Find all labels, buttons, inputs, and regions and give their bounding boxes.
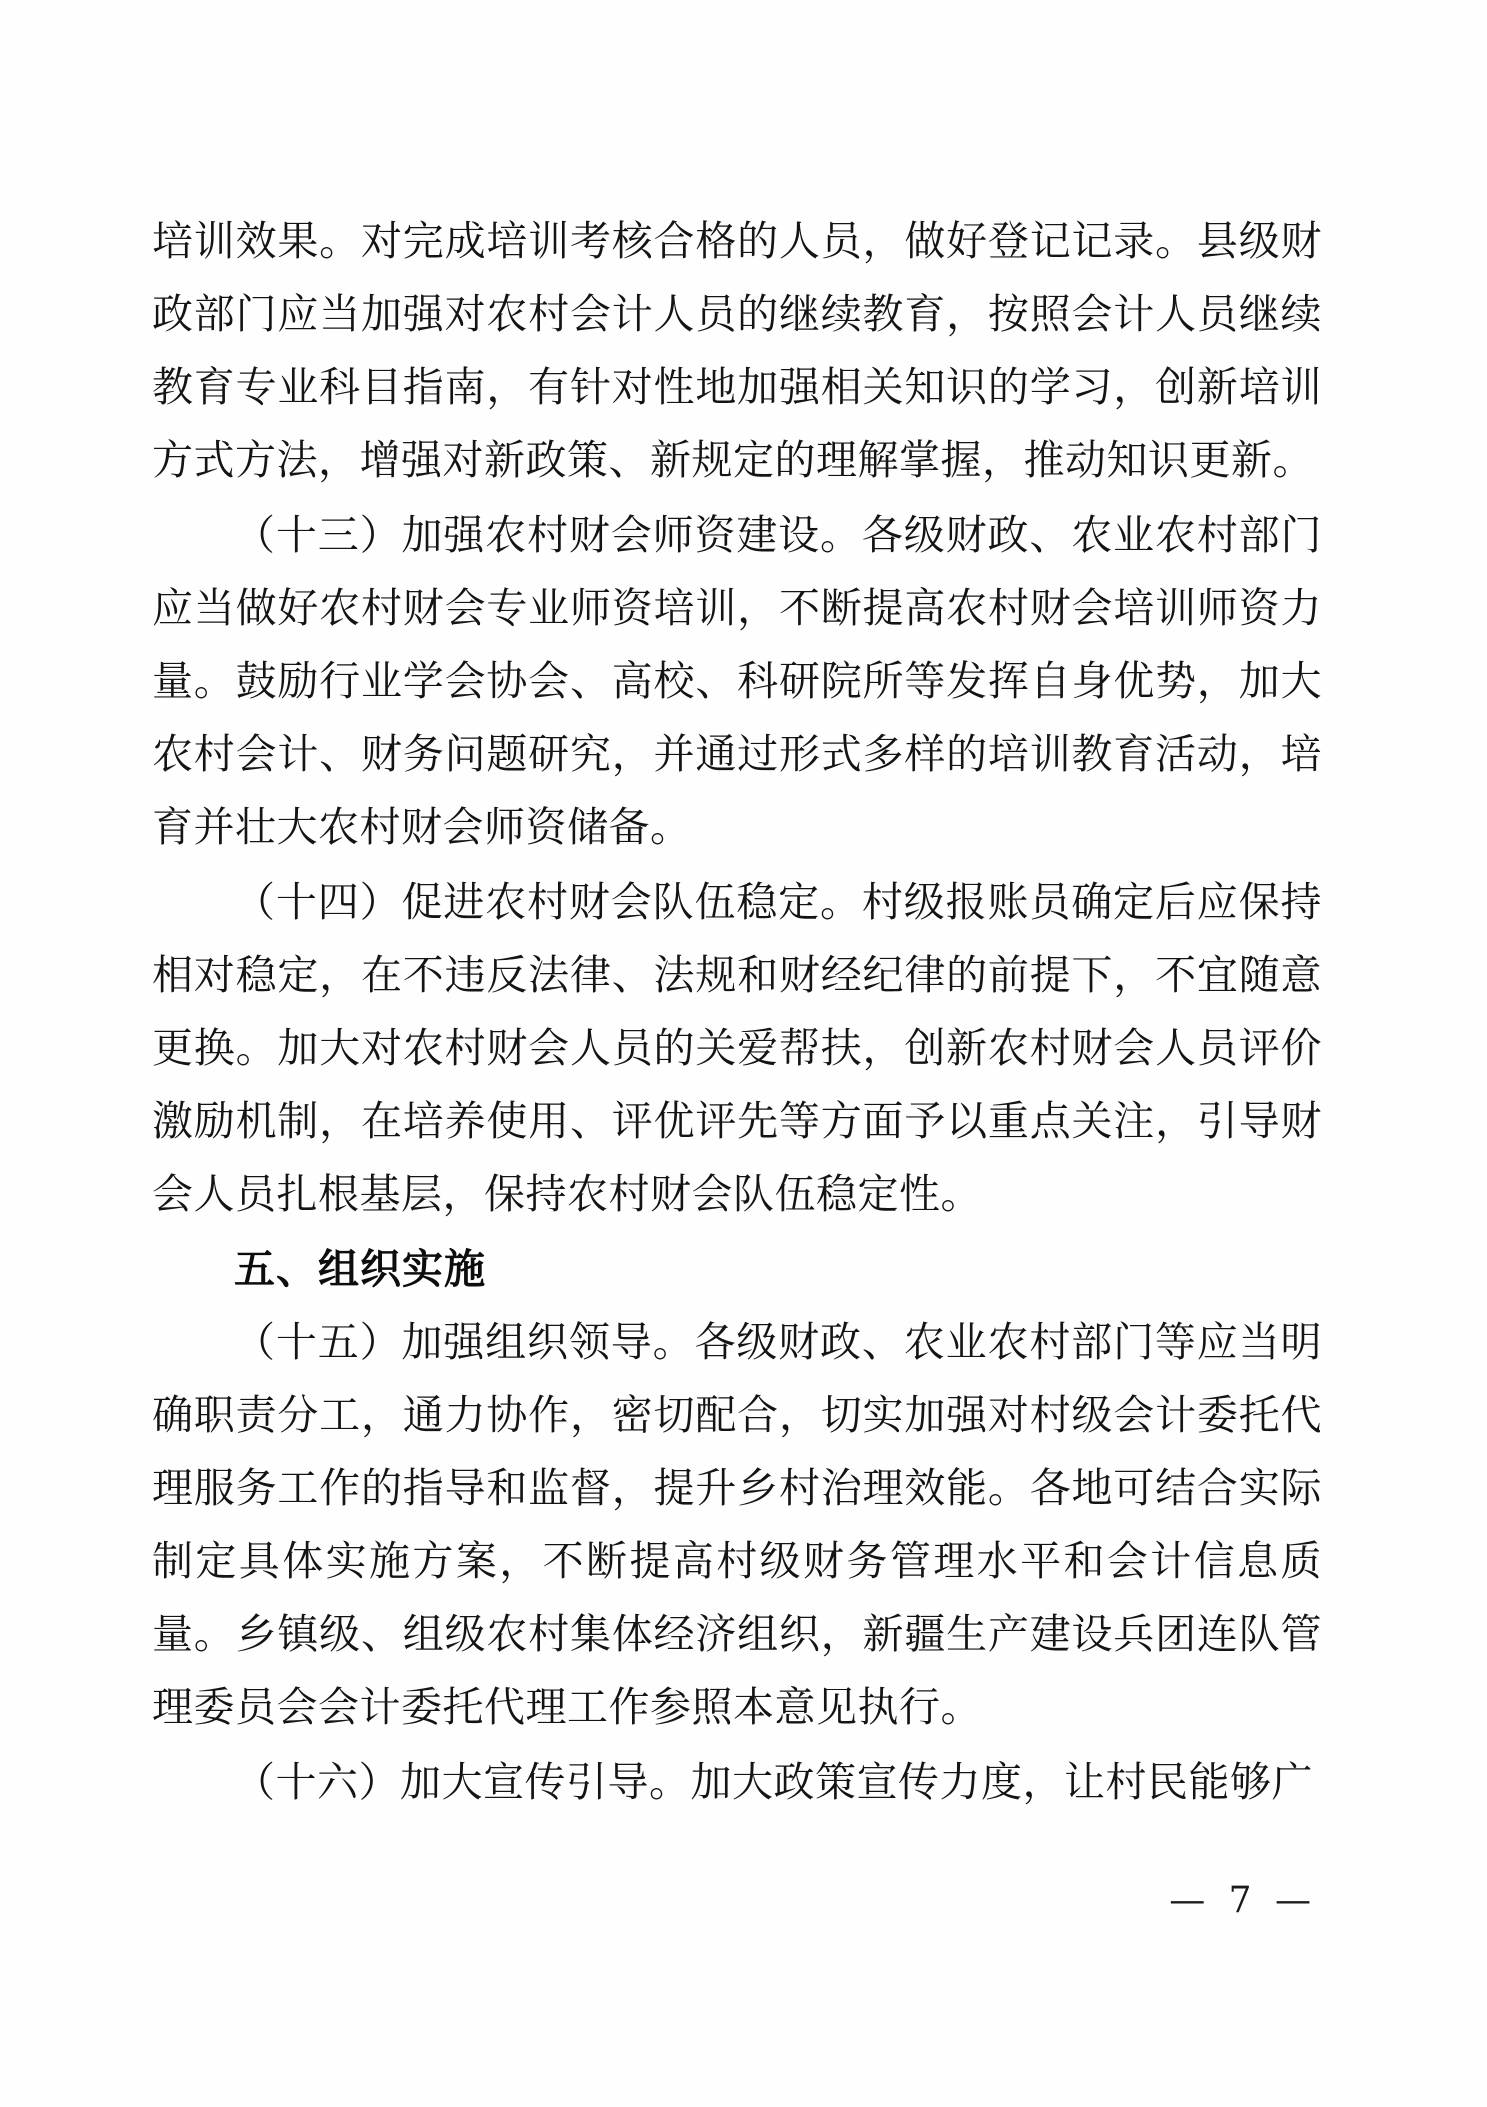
page-body xyxy=(152,205,1322,1821)
paragraph-item-14: （十四）促进农村财会队伍稳定。村级报账员确定后应保持相对稳定，在不违反法律、法规和财经纪律的前提下，不宜随意更换。加大对农村财会人员的关爱帮扶，创新农村财会人员评价激励机制，在培养使用、评优评先等方面予以重点关注，引导财会人员扎根基层，保持农村财会队伍稳定性。 xyxy=(152,878,1322,1218)
page-number: — 7 — xyxy=(1169,1880,1317,1921)
paragraph-item-16: （十六）加大宣传引导。加大政策宣传力度，让村民能够广 xyxy=(234,1758,1313,1806)
section-heading-organization: 五、组织实施 xyxy=(234,1245,486,1293)
paragraph-continuation: 培训效果。对完成培训考核合格的人员，做好登记记录。县级财政部门应当加强对农村会计人员的继续教育，按照会计人员继续教育专业科目指南，有针对性地加强相关知识的学习，创新培训方式方法，增强对新政策、新规定的理解掌握，推动知识更新。 xyxy=(152,217,1322,484)
paragraph-item-13: （十三）加强农村财会师资建设。各级财政、农业农村部门应当做好农村财会专业师资培训，不断提高农村财会培训师资力量。鼓励行业学会协会、高校、科研院所等发挥自身优势，加大农村会计、财务问题研究，并通过形式多样的培训教育活动，培育并壮大农村财会师资储备。 xyxy=(152,511,1322,851)
paragraph-item-15: （十五）加强组织领导。各级财政、农业农村部门等应当明确职责分工，通力协作，密切配合，切实加强对村级会计委托代理服务工作的指导和监督，提升乡村治理效能。各地可结合实际制定具体实施方案，不断提高村级财务管理水平和会计信息质量。乡镇级、组级农村集体经济组织，新疆生产建设兵团连队管理委员会会计委托代理工作参照本意见执行。 xyxy=(152,1318,1322,1731)
